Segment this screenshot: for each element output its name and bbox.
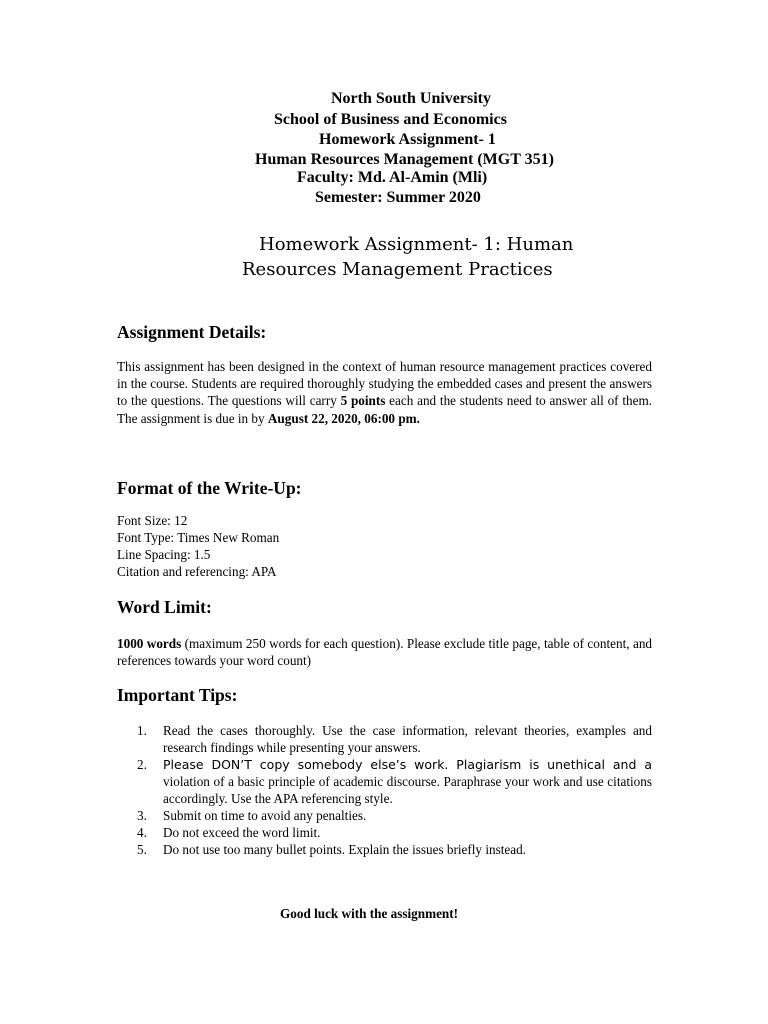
document-title-line-1: Homework Assignment- 1: Human <box>259 234 574 255</box>
list-item-number: 5. <box>137 842 147 857</box>
list-item <box>117 807 652 824</box>
course-name: Human Resources Management (MGT 351) <box>255 151 554 168</box>
list-item-text <box>163 757 652 806</box>
due-date-emphasis: August 22, 2020, 06:00 pm. <box>267 410 420 426</box>
tips-list <box>117 722 652 858</box>
school-name: School of Business and Economics <box>274 111 507 128</box>
list-item-number: 2. <box>137 757 147 772</box>
list-item <box>117 722 652 756</box>
list-item-text: Do not use too many bullet points. Explain the issues briefly instead. <box>163 842 526 857</box>
details-text-a: This assignment has been designed in the context of human resource management practices covered in the course. Students are required thoroughly studying the embedded cases and present the answers to the questions. The questions will carry <box>117 359 652 409</box>
assignment-details-heading: Assignment Details: <box>117 322 267 342</box>
semester-label: Semester: Summer 2020 <box>315 189 481 206</box>
format-font-size: Font Size: 12 <box>117 513 188 528</box>
list-item <box>117 841 652 858</box>
important-tips-heading: Important Tips: <box>117 685 238 705</box>
format-font-type: Font Type: Times New Roman <box>117 530 280 545</box>
assignment-details-text <box>117 358 652 427</box>
assignment-label: Homework Assignment- 1 <box>319 131 496 148</box>
university-name: North South University <box>331 90 492 107</box>
word-count-emphasis: 1000 words <box>117 636 182 651</box>
document-title-line-2: Resources Management Practices <box>242 259 553 280</box>
list-item <box>117 756 652 807</box>
word-limit-body: (maximum 250 words for each question). Please exclude title page, table of content, and references towards your word count) <box>117 636 653 669</box>
closing-message: Good luck with the assignment! <box>280 906 459 921</box>
details-text-b: each and the students need to answer all of them. The assignment is due in by <box>117 393 652 426</box>
list-item-text-alt-font: Please DON’T copy somebody else’s work. Plagiarism is unethical and a <box>163 757 652 772</box>
list-item-text: Do not exceed the word limit. <box>163 825 321 840</box>
word-limit-text <box>117 635 652 669</box>
list-item-text: Submit on time to avoid any penalties. <box>163 808 367 823</box>
format-citation: Citation and referencing: APA <box>117 564 277 579</box>
list-item <box>117 824 652 841</box>
list-item-number: 1. <box>137 723 147 738</box>
points-emphasis: 5 points <box>340 393 386 409</box>
format-heading: Format of the Write-Up: <box>117 478 302 498</box>
format-line-spacing: Line Spacing: 1.5 <box>117 547 211 562</box>
word-limit-heading: Word Limit: <box>117 597 212 617</box>
faculty-name: Faculty: Md. Al-Amin (Mli) <box>297 169 488 186</box>
list-item-text-rest: violation of a basic principle of academic discourse. Paraphrase your work and use citations accordingly. Use the APA referencing style. <box>163 774 652 806</box>
list-item-number: 3. <box>137 808 147 823</box>
list-item-text: Read the cases thoroughly. Use the case information, relevant theories, examples and research findings while presenting your answers. <box>163 723 652 755</box>
list-item-number: 4. <box>137 825 147 840</box>
